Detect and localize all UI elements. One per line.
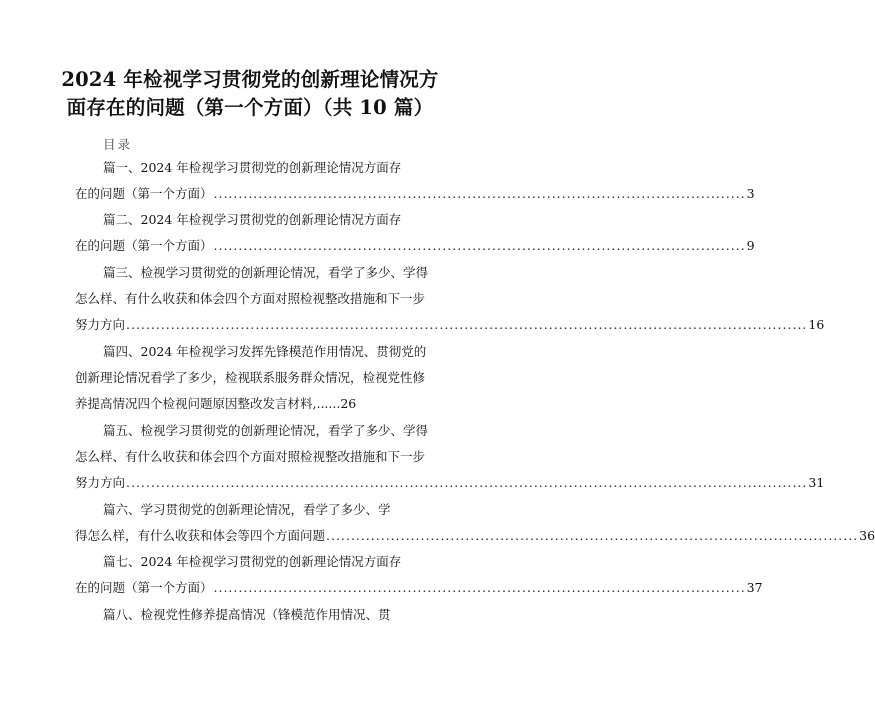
toc-entry-4-line-3[interactable] bbox=[75, 396, 430, 412]
toc-entry-5-text: 努力方向 bbox=[75, 475, 126, 490]
toc-entry-4-page: 26 bbox=[340, 396, 357, 411]
toc-entry-3-line-2[interactable]: 怎么样、有什么收获和体会四个方面对照检视整改措施和下一步 bbox=[75, 291, 426, 306]
title-line-2: 面存在的问题（第一个方面）（共 10 篇） bbox=[66, 96, 434, 119]
toc-entry-5-page: 31 bbox=[808, 475, 825, 490]
toc-entry-7-page: 37 bbox=[746, 580, 763, 595]
toc-entry-2-text: 在的问题（第一个方面） bbox=[75, 238, 213, 253]
toc-entry-5-line-2[interactable]: 怎么样、有什么收获和体会四个方面对照检视整改措施和下一步 bbox=[75, 449, 426, 464]
toc-entry-6-text: 得怎么样，有什么收获和体会等四个方面问题 bbox=[75, 528, 326, 543]
toc-entry-2-line-2[interactable] bbox=[75, 238, 755, 254]
toc-entry-6-line-2[interactable] bbox=[75, 528, 875, 544]
toc-entry-3-page: 16 bbox=[808, 317, 825, 332]
toc-entry-3-line-3[interactable] bbox=[75, 317, 825, 333]
toc-entry-3-text: 努力方向 bbox=[75, 317, 126, 332]
toc-entry-3-line-1[interactable]: 篇三、检视学习贯彻党的创新理论情况，看学了多少、学得 bbox=[103, 265, 429, 280]
leader-dots: ......................................................................................................................................... bbox=[126, 317, 808, 332]
toc-entry-1-line-1[interactable]: 篇一、2024 年检视学习贯彻党的创新理论情况方面存 bbox=[103, 160, 402, 175]
leader-dots: ........................................................................................................... bbox=[213, 238, 746, 253]
toc-entry-1-text: 在的问题（第一个方面） bbox=[75, 186, 213, 201]
toc-heading: 目录 bbox=[103, 137, 133, 152]
leader-dots: ........................................................................................................... bbox=[213, 186, 746, 201]
title-line-1: 2024 年检视学习贯彻党的创新理论情况方 bbox=[61, 68, 439, 91]
toc-entry-7-line-2[interactable] bbox=[75, 580, 763, 596]
leader-dots: ........................................................................................................... bbox=[213, 580, 746, 595]
toc-entry-2-line-1[interactable]: 篇二、2024 年检视学习贯彻党的创新理论情况方面存 bbox=[103, 212, 402, 227]
toc-entry-7-line-1[interactable]: 篇七、2024 年检视学习贯彻党的创新理论情况方面存 bbox=[103, 554, 402, 569]
toc-entry-4-line-2[interactable]: 创新理论情况看学了多少，检视联系服务群众情况，检视党性修 bbox=[75, 370, 426, 385]
toc-entry-7-text: 在的问题（第一个方面） bbox=[75, 580, 213, 595]
toc-entry-1-line-2[interactable] bbox=[75, 186, 755, 202]
toc-entry-8-line-1[interactable]: 篇八、检视党性修养提高情况（锋模范作用情况、贯 bbox=[103, 607, 391, 622]
toc-entry-6-page: 36 bbox=[859, 528, 875, 543]
leader-dots: ........................................................................................................... bbox=[326, 528, 859, 543]
leader-dots: ......................................................................................................................................... bbox=[126, 475, 808, 490]
toc-entry-6-line-1[interactable]: 篇六、学习贯彻党的创新理论情况，看学了多少、学 bbox=[103, 502, 391, 517]
toc-entry-4-line-1[interactable]: 篇四、2024 年检视学习发挥先锋模范作用情况、贯彻党的 bbox=[103, 344, 427, 359]
toc-entry-1-page: 3 bbox=[746, 186, 755, 201]
document-title bbox=[20, 66, 480, 122]
toc-entry-4-text: 养提高情况四个检视问题原因整改发言材料,...... bbox=[75, 396, 341, 411]
toc-entry-5-line-1[interactable]: 篇五、检视学习贯彻党的创新理论情况，看学了多少、学得 bbox=[103, 423, 429, 438]
toc-entry-2-page: 9 bbox=[746, 238, 755, 253]
toc-entry-5-line-3[interactable] bbox=[75, 475, 825, 491]
